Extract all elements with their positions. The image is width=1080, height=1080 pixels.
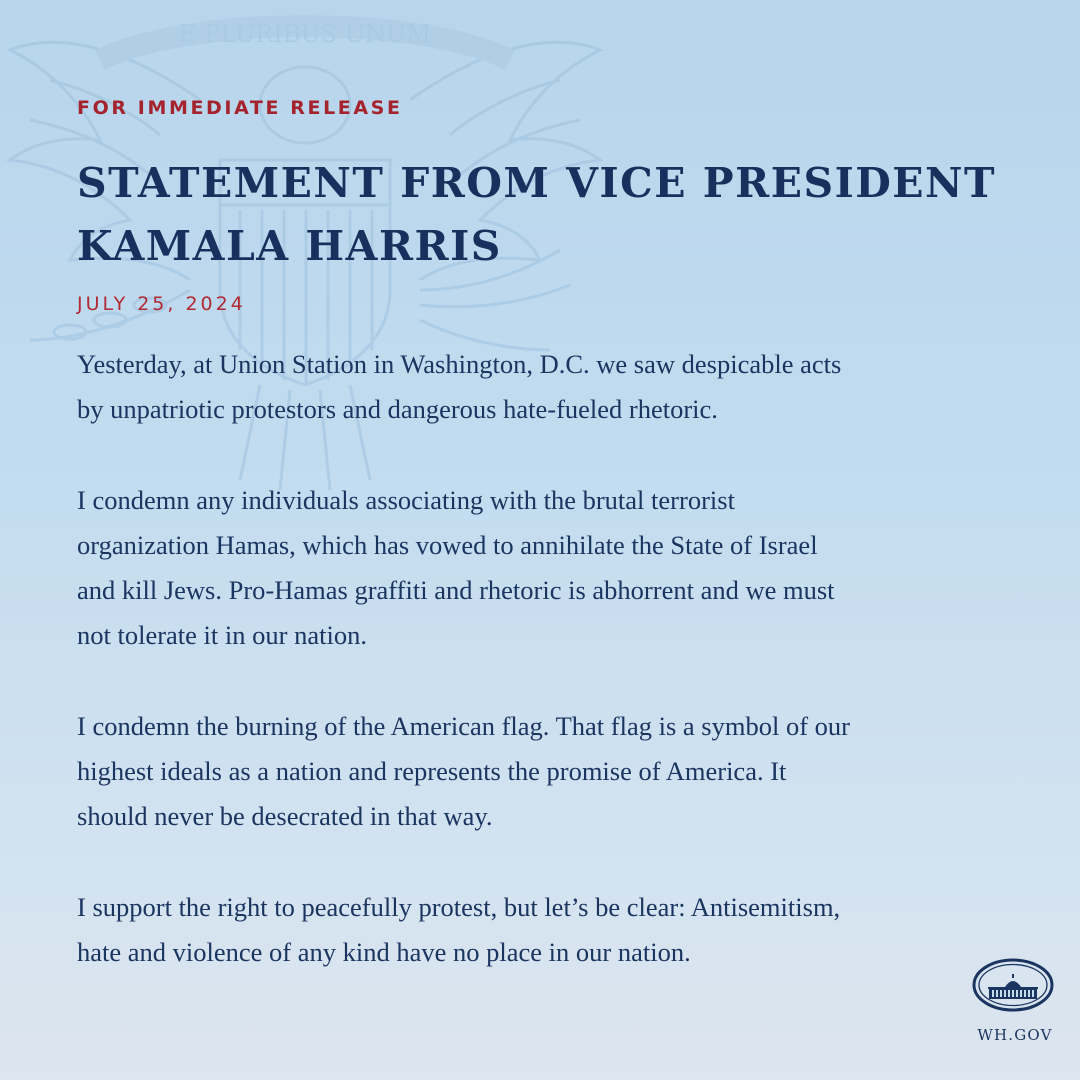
svg-text:E PLURIBUS UNUM: E PLURIBUS UNUM xyxy=(179,20,431,48)
paragraph xyxy=(77,478,1017,659)
wh-gov-logo xyxy=(970,958,1060,1054)
release-kicker: FOR IMMEDIATE RELEASE xyxy=(77,97,403,119)
paragraph xyxy=(77,704,1017,840)
statement-body xyxy=(77,342,1017,1020)
title-line: KAMALA HARRIS xyxy=(77,222,502,270)
paragraph-line: by unpatriotic protestors and dangerous hate-fueled rhetoric. xyxy=(77,394,718,425)
release-date: JULY 25, 2024 xyxy=(77,293,246,315)
paragraph-line: should never be desecrated in that way. xyxy=(77,801,493,832)
white-house-icon xyxy=(972,958,1054,1012)
statement-title xyxy=(77,152,1017,278)
paragraph-line: Yesterday, at Union Station in Washington, D.C. we saw despicable acts xyxy=(77,349,842,379)
paragraph-line: hate and violence of any kind have no place in our nation. xyxy=(77,936,691,967)
paragraph-line: I condemn the burning of the American flag. That flag is a symbol of our xyxy=(77,710,850,741)
paragraph-line: organization Hamas, which has vowed to annihilate the State of Israel xyxy=(77,529,818,560)
paragraph xyxy=(77,342,1017,433)
paragraph-line: I condemn any individuals associating with the brutal terrorist xyxy=(77,484,735,515)
paragraph xyxy=(77,885,1017,976)
paragraph-line: not tolerate it in our nation. xyxy=(77,620,367,651)
paragraph-line: I support the right to peacefully protest, but let’s be clear: Antisemitism, xyxy=(77,891,841,922)
title-line: STATEMENT FROM VICE PRESIDENT xyxy=(77,159,997,207)
paragraph-line: highest ideals as a nation and represents the promise of America. It xyxy=(77,756,787,787)
paragraph-line: and kill Jews. Pro-Hamas graffiti and rhetoric is abhorrent and we must xyxy=(77,575,835,606)
wh-gov-text: WH.GOV xyxy=(977,1026,1053,1044)
